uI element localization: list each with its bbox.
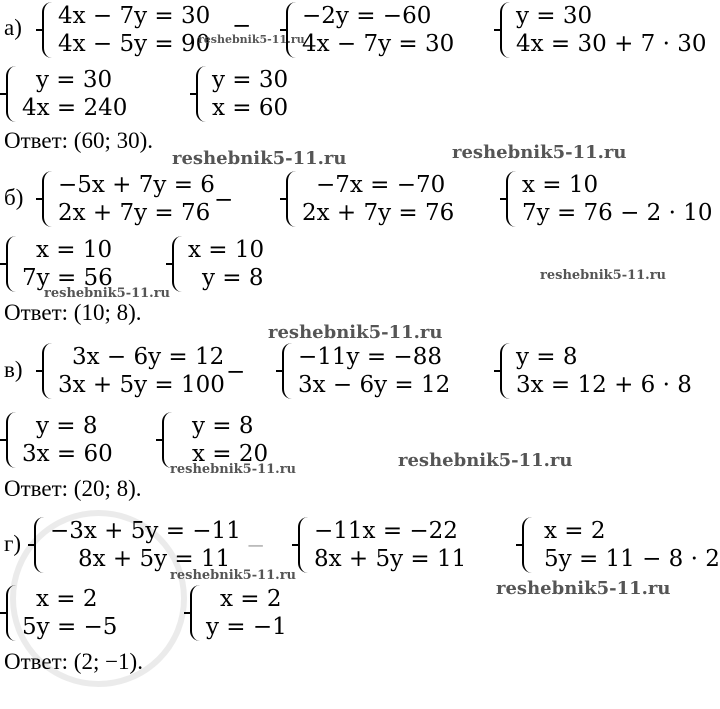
brace [500, 2, 510, 58]
equation: −3x + 5y = −11 [50, 518, 241, 544]
part-g-system-3 [522, 517, 720, 573]
equation: 8x + 5y = 11 [78, 546, 231, 572]
equation: y = 30 [516, 3, 593, 29]
equation: 2x + 7y = 76 [302, 200, 455, 226]
equation: y = 8 [202, 265, 264, 291]
equation: 4x − 5y = 90 [58, 31, 211, 57]
equation: x = 2 [544, 518, 606, 544]
brace [522, 517, 532, 573]
brace [286, 2, 296, 58]
equation: 3x = 60 [22, 441, 113, 467]
part-v-system-2 [282, 343, 450, 399]
equation: −11y = −88 [298, 344, 442, 370]
part-b-system-1 [42, 171, 215, 227]
part-v-system-3 [500, 343, 692, 399]
part-a-system-1 [42, 2, 210, 58]
equation: 5y = −5 [22, 614, 118, 640]
part-a-system-4 [6, 66, 127, 122]
part-g-system-4 [6, 585, 117, 641]
equation: 4x − 7y = 30 [302, 31, 455, 57]
equation: 2x + 7y = 76 [58, 200, 211, 226]
minus-sign: − [214, 187, 234, 213]
equation: 4x = 240 [22, 95, 128, 121]
watermark-text: reshebnik5-11.ru [496, 578, 671, 599]
watermark-text: reshebnik5-11.ru [170, 568, 297, 583]
brace [34, 517, 44, 573]
equation: 3x = 12 + 6 · 8 [516, 372, 692, 398]
brace [298, 517, 308, 573]
part-v-system-1 [42, 343, 225, 399]
brace [196, 66, 206, 122]
equation: y = 30 [212, 67, 289, 93]
watermark-text: reshebnik5-11.ru [198, 33, 305, 46]
brace [42, 343, 52, 399]
watermark-text: reshebnik5-11.ru [172, 148, 347, 169]
part-v-answer: Ответ: (20; 8). [4, 476, 142, 501]
watermark-text: reshebnik5-11.ru [540, 268, 667, 283]
brace [162, 412, 172, 468]
part-g-system-5 [190, 585, 287, 641]
part-a-answer: Ответ: (60; 30). [4, 128, 153, 153]
part-b-system-3 [506, 171, 713, 227]
part-v-label: в) [4, 357, 23, 382]
brace [172, 236, 182, 292]
equation: x = 2 [220, 586, 282, 612]
part-g-system-1 [34, 517, 241, 573]
minus-sign: − [226, 359, 246, 385]
minus-sign: − [232, 13, 252, 39]
brace [286, 171, 296, 227]
watermark-text: reshebnik5-11.ru [44, 286, 171, 301]
watermark-text: reshebnik5-11.ru [268, 322, 443, 343]
equation: 4x = 30 + 7 · 30 [516, 31, 707, 57]
equation: 4x − 7y = 30 [58, 3, 211, 29]
equation: 8x + 5y = 11 [314, 546, 467, 572]
equation: y = 8 [36, 413, 98, 439]
part-a-system-3 [500, 2, 707, 58]
part-g-label: г) [4, 531, 22, 556]
equation: 7y = 56 [22, 265, 113, 291]
equation: 5y = 11 − 8 · 2 [544, 546, 720, 572]
equation: −5x + 7y = 6 [58, 172, 215, 198]
equation: y = 30 [36, 67, 113, 93]
brace [42, 171, 52, 227]
brace [500, 343, 510, 399]
brace [42, 2, 52, 58]
equation: −2y = −60 [302, 3, 432, 29]
part-g-answer: Ответ: (2; −1). [4, 649, 143, 674]
part-a-label: а) [4, 15, 22, 40]
equation: x = 60 [212, 95, 289, 121]
part-b-system-4 [6, 236, 113, 292]
brace [190, 585, 200, 641]
watermark-text: reshebnik5-11.ru [398, 450, 573, 471]
brace [6, 66, 16, 122]
part-v-system-4 [6, 412, 113, 468]
equation: 3x − 6y = 12 [298, 372, 451, 398]
brace [6, 585, 16, 641]
equation: 7y = 76 − 2 · 10 [522, 200, 713, 226]
watermark-text: reshebnik5-11.ru [452, 142, 627, 163]
equation: −11x = −22 [314, 518, 458, 544]
equation: 3x + 5y = 100 [58, 372, 225, 398]
minus-sign: − [246, 533, 266, 559]
part-b-label: б) [4, 185, 24, 210]
part-v-system-5 [162, 412, 268, 468]
brace [506, 171, 516, 227]
equation: y = −1 [206, 614, 287, 640]
equation: y = 8 [192, 413, 254, 439]
part-a-system-5 [196, 66, 288, 122]
equation: x = 10 [36, 237, 113, 263]
equation: x = 10 [522, 172, 599, 198]
equation: x = 10 [188, 237, 265, 263]
part-b-system-2 [286, 171, 454, 227]
equation: y = 8 [516, 344, 578, 370]
brace [282, 343, 292, 399]
brace [6, 412, 16, 468]
equation: −7x = −70 [316, 172, 446, 198]
watermark-text: reshebnik5-11.ru [170, 462, 297, 477]
brace [6, 236, 16, 292]
part-b-answer: Ответ: (10; 8). [4, 300, 142, 325]
part-g-system-2 [298, 517, 466, 573]
equation: 3x − 6y = 12 [72, 344, 225, 370]
equation: x = 20 [192, 441, 269, 467]
part-a-system-2 [286, 2, 454, 58]
part-b-system-5 [172, 236, 264, 292]
equation: x = 2 [36, 586, 98, 612]
